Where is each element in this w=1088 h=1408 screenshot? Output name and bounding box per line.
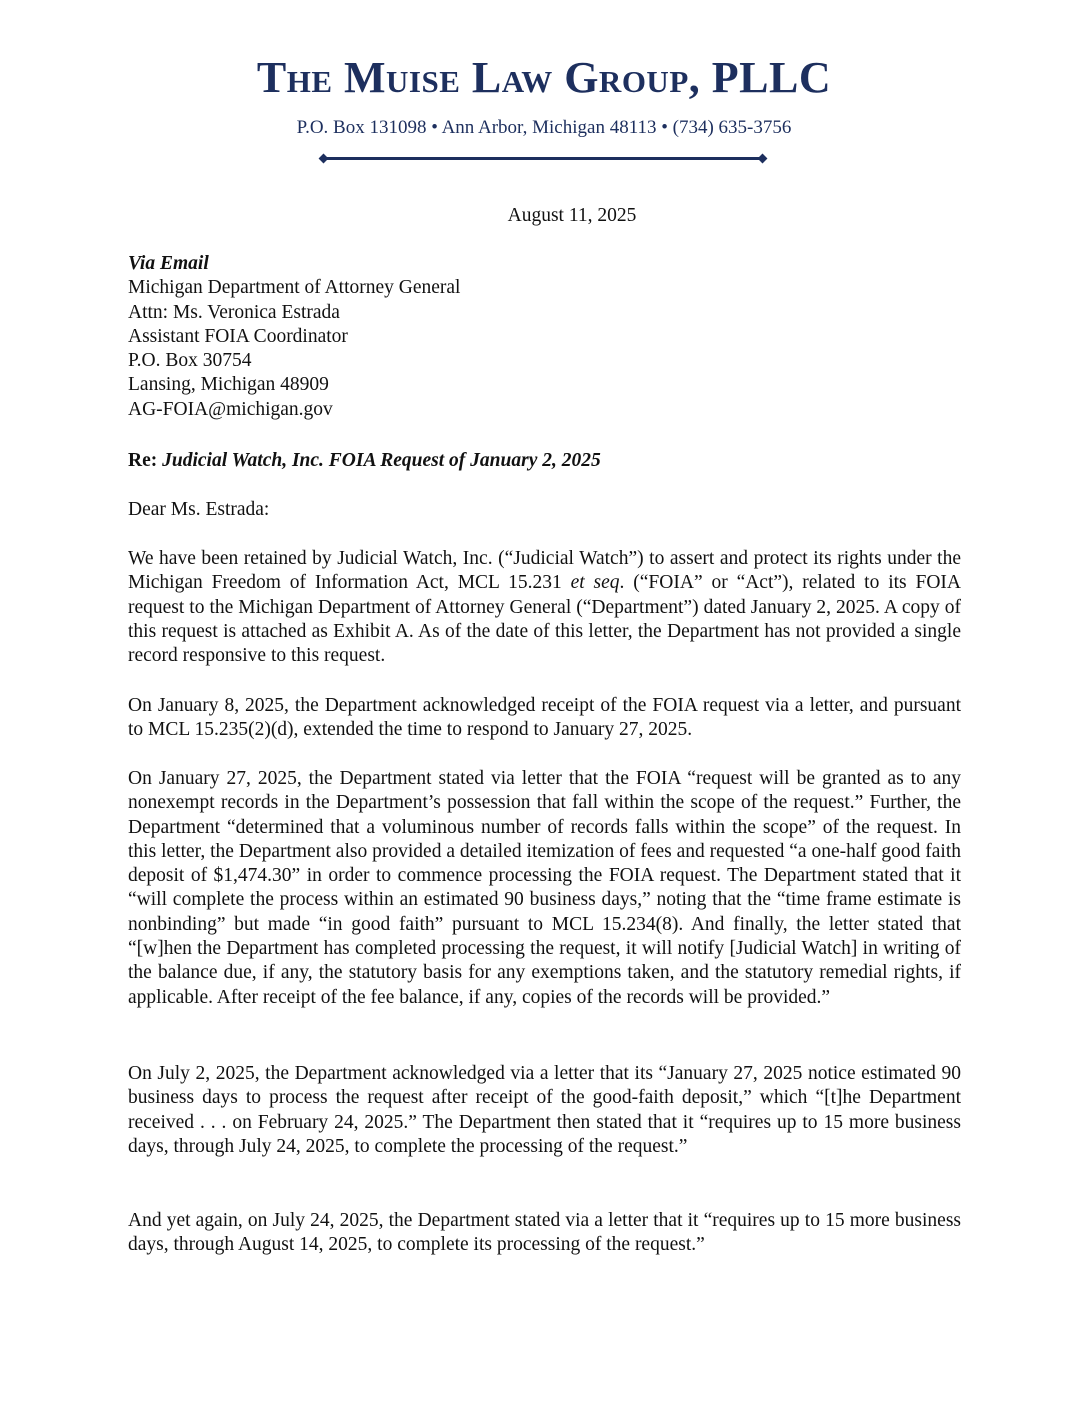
recipient-email: AG-FOIA@michigan.gov (128, 398, 333, 420)
subject-prefix: Re: (128, 450, 158, 471)
paragraph-retention (128, 547, 961, 668)
recipient-line: Michigan Department of Attorney General (128, 277, 461, 299)
recipient-line: P.O. Box 30754 (128, 350, 252, 372)
recipient-line: Lansing, Michigan 48909 (128, 374, 329, 396)
delivery-method: Via Email (128, 253, 209, 274)
paragraph-january-letter: On January 27, 2025, the Department stated via letter that the FOIA “request will be granted as to any nonexempt records in the Department’s possession that fall within the scope of the request.” Further, the Department “determined that a voluminous number of records falls within the scope” of the request. In this letter, the Department also provided a detailed itemization of fees and requested “a one-half good faith deposit of $1,474.30” in order to commence processing the FOIA request. The Department stated that it “will complete the process within an estimated 90 business days,” noting that the “time frame estimate is nonbinding” but made “in good faith” pursuant to MCL 15.234(8). And finally, the letter stated that “[w]hen the Department has completed processing the request, it will notify [Judicial Watch] in writing of the balance due, if any, the statutory basis for any exemptions taken, and the statutory remedial rights, if applicable. After receipt of the fee balance, if any, copies of the records will be provided.” (128, 768, 961, 1008)
letter-date: August 11, 2025 (507, 205, 637, 226)
recipient-line: Assistant FOIA Coordinator (128, 325, 348, 347)
recipient-line: Attn: Ms. Veronica Estrada (128, 301, 340, 323)
subject-line (128, 449, 961, 473)
divider-line (326, 157, 760, 160)
firm-name: The Muise Law Group, PLLC (256, 53, 832, 102)
subject-text: Judicial Watch, Inc. FOIA Request of January 2, 2025 (162, 450, 601, 471)
letterhead-divider (320, 155, 766, 163)
paragraph-july-24-letter: And yet again, on July 24, 2025, the Department stated via a letter that it “requires up to 15 more business days, through August 14, 2025, to complete its processing of the request.” (128, 1210, 961, 1256)
letterhead (0, 52, 1088, 140)
paragraph-acknowledgment: On January 8, 2025, the Department acknowledged receipt of the FOIA request via a letter, and pursuant to MCL 15.235(2)(d), extended the time to respond to January 27, 2025. (128, 695, 961, 741)
recipient-address-block (128, 252, 961, 422)
salutation: Dear Ms. Estrada: (128, 499, 270, 520)
diamond-ornament-icon (758, 154, 768, 164)
italic-citation: et seq (570, 572, 620, 594)
paragraph-text: . (“FOIA” or “Act”), related to its FOIA request to the Michigan Department of Attorney General (“Department”) dated January 2, 2025. A copy of this request is attached as Exhibit A. As of the date of this letter, the Department has not provided a single record responsive to this request. (128, 572, 961, 667)
firm-address: P.O. Box 131098 • Ann Arbor, Michigan 48113 • (734) 635-3756 (296, 117, 792, 138)
paragraph-text: We have been retained by Judicial Watch, Inc. (“Judicial Watch”) to assert and protect its rights under the Michigan Freedom of Information Act, MCL 15.231 (128, 548, 961, 594)
paragraph-july-2-letter: On July 2, 2025, the Department acknowledged via a letter that its “January 27, 2025 notice estimated 90 business days to process the request after receipt of the good-faith deposit,” which “[t]he Department received . . . on February 24, 2025.” The Department then stated that it “requires up to 15 more business days, through July 24, 2025, to complete the processing of the request.” (128, 1063, 961, 1157)
